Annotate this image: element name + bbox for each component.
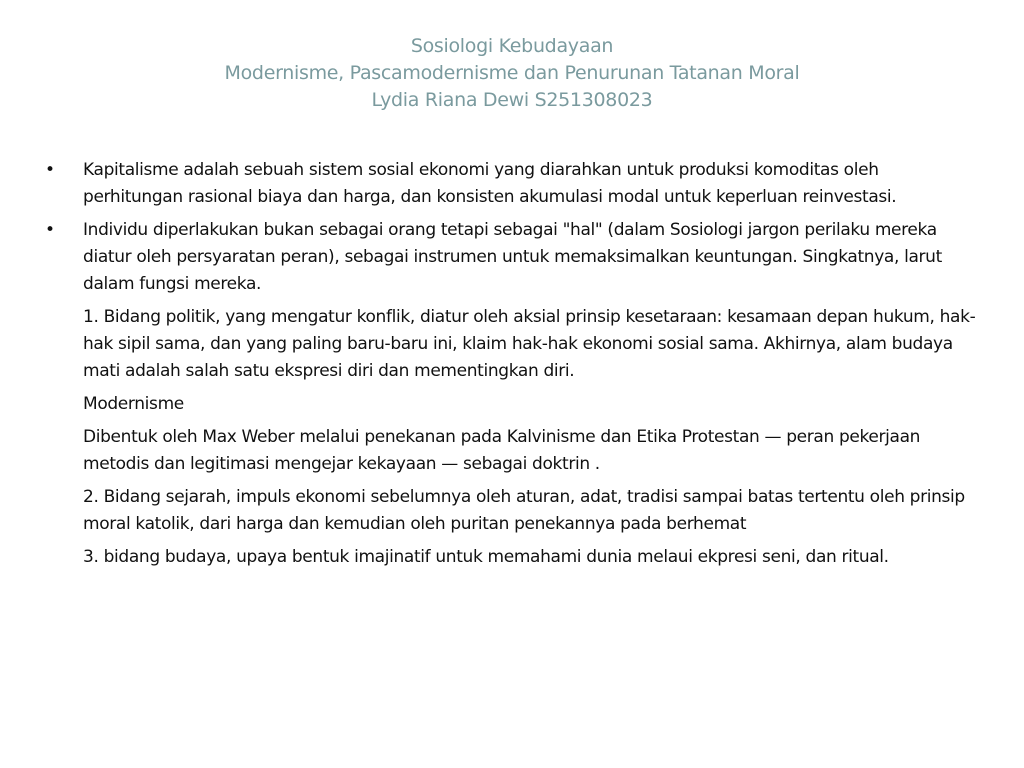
paragraph-text: Dibentuk oleh Max Weber melalui penekanan pada Kalvinisme dan Etika Protestan — peran pekerjaan metodis dan legitimasi mengejar kekayaan — sebagai doktrin . <box>83 427 921 474</box>
paragraph-modernisme-heading <box>45 391 980 418</box>
bullet-icon: • <box>45 220 55 240</box>
slide-title <box>60 33 964 114</box>
paragraph-text: Modernisme <box>83 394 184 414</box>
bullet-icon: • <box>45 160 55 180</box>
paragraph-bidang-politik <box>45 304 980 385</box>
title-author: Lydia Riana Dewi S251308023 <box>371 89 653 111</box>
bullet-item-individu <box>45 217 980 298</box>
paragraph-text: 1. Bidang politik, yang mengatur konflik, diatur oleh aksial prinsip kesetaraan: kesamaan depan hukum, hak-hak sipil sama, dan yang paling baru-baru ini, klaim hak-hak ekonomi sosial sama. Akhirnya, alam budaya mati adalah salah satu ekspresi diri dan mementingkan diri. <box>83 307 976 381</box>
title-topic: Modernisme, Pascamodernisme dan Penurunan Tatanan Moral <box>224 62 800 84</box>
slide-body <box>45 157 980 577</box>
paragraph-text: 3. bidang budaya, upaya bentuk imajinatif untuk memahami dunia melaui ekpresi seni, dan ritual. <box>83 547 889 567</box>
paragraph-bidang-budaya <box>45 544 980 571</box>
paragraph-max-weber <box>45 424 980 478</box>
bullet-item-kapitalisme <box>45 157 980 211</box>
paragraph-text: Kapitalisme adalah sebuah sistem sosial ekonomi yang diarahkan untuk produksi komoditas oleh perhitungan rasional biaya dan harga, dan konsisten akumulasi modal untuk keperluan reinvestasi. <box>83 160 897 207</box>
title-course: Sosiologi Kebudayaan <box>410 35 614 57</box>
paragraph-text: 2. Bidang sejarah, impuls ekonomi sebelumnya oleh aturan, adat, tradisi sampai batas tertentu oleh prinsip moral katolik, dari harga dan kemudian oleh puritan penekannya pada berhemat <box>83 487 965 534</box>
paragraph-text: Individu diperlakukan bukan sebagai orang tetapi sebagai "hal" (dalam Sosiologi jargon perilaku mereka diatur oleh persyaratan peran), sebagai instrumen untuk memaksimalkan keuntungan. Singkatnya, larut dalam fungsi mereka. <box>83 220 942 294</box>
paragraph-bidang-sejarah <box>45 484 980 538</box>
